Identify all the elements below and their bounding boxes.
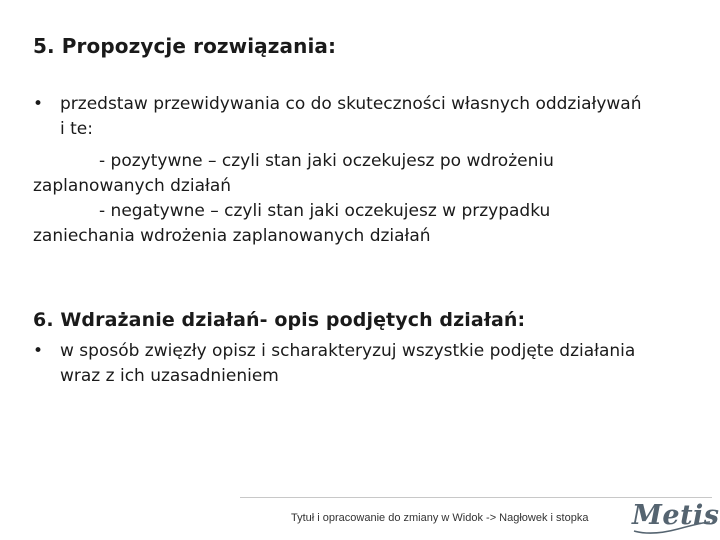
bullet-icon: • [33, 94, 44, 114]
metis-logo [632, 500, 720, 536]
footer-divider [240, 497, 712, 498]
positive-outcome [33, 149, 693, 199]
section-6-bullet-text-line1: w sposób zwięzły opisz i scharakteryzuj wszystkie podjęte działania [60, 341, 636, 361]
section-5-title: 5. Propozycje rozwiązania: [33, 34, 337, 58]
bullet-icon: • [33, 341, 44, 361]
footer-text: Tytuł i opracowanie do zmiany w Widok -> Nagłowek i stopka [291, 512, 589, 524]
section-5-bullet-text-line1: przedstaw przewidywania co do skuteczności własnych oddziaływań [60, 94, 642, 114]
logo-swoosh-icon [632, 500, 712, 536]
negative-outcome-line2: zaniechania wdrożenia zaplanowanych działań [33, 226, 431, 246]
logo-text: Metis [632, 500, 720, 531]
negative-outcome-line1: - negatywne – czyli stan jaki oczekujesz w przypadku [99, 201, 551, 221]
section-6-bullet-text-line2: wraz z ich uzasadnieniem [60, 366, 279, 386]
section-6-title: 6. Wdrażanie działań- opis podjętych działań: [33, 309, 526, 331]
section-5-bullet [33, 92, 693, 142]
negative-outcome [33, 199, 693, 249]
positive-outcome-line1: - pozytywne – czyli stan jaki oczekujesz po wdrożeniu [99, 151, 554, 171]
section-6-bullet [33, 339, 693, 389]
section-5-bullet-text-line2: i te: [60, 119, 93, 139]
positive-outcome-line2: zaplanowanych działań [33, 176, 232, 196]
